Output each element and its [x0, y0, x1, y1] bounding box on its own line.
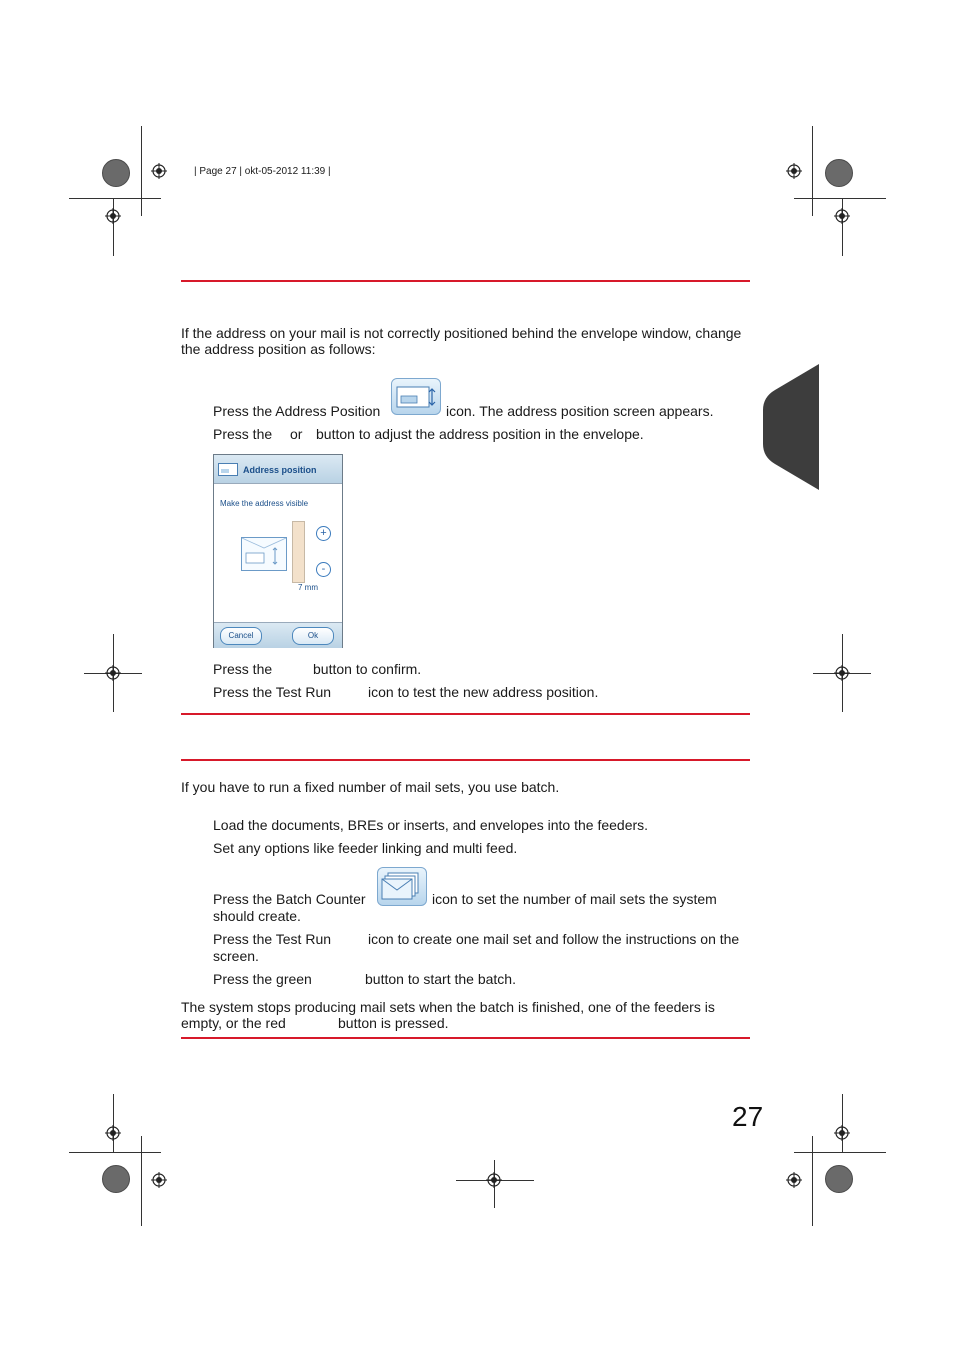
address-position-icon — [391, 378, 441, 415]
address-intro-line1: If the address on your mail is not correctly positioned behind the envelope window, change — [181, 325, 742, 341]
envelope-preview — [241, 537, 287, 571]
plus-button[interactable]: + — [316, 526, 331, 541]
step-text: button to adjust the address position in the envelope. — [316, 426, 644, 442]
crop-line — [69, 1152, 161, 1153]
step-text: icon. The address position screen appears. — [446, 403, 714, 419]
address-intro-line2: the address position as follows: — [181, 341, 376, 357]
crop-line — [794, 198, 886, 199]
registration-dot — [825, 159, 853, 187]
crop-line — [842, 1094, 843, 1152]
step-text: Load the documents, BREs or inserts, and envelopes into the feeders. — [213, 817, 649, 833]
crop-line — [141, 1136, 142, 1226]
step-text: Press the — [213, 426, 273, 442]
step-text: Set any options like feeder linking and multi feed. — [213, 840, 518, 856]
ok-button[interactable]: Ok — [292, 627, 334, 645]
registration-dot — [825, 1165, 853, 1193]
registration-dot — [102, 1165, 130, 1193]
section-rule — [181, 1037, 750, 1039]
registration-mark-icon — [486, 1172, 502, 1188]
batch-outro: The system stops producing mail sets when the batch is finished, one of the feeders is — [181, 999, 715, 1015]
section-rule — [181, 713, 750, 715]
crop-line — [113, 198, 114, 256]
screen-footer — [214, 622, 342, 648]
step-text: Press the Test Run — [213, 931, 332, 947]
screen-header — [214, 455, 342, 484]
step-text: button to start the batch. — [365, 971, 516, 987]
registration-mark-icon — [834, 208, 850, 224]
envelope-icon — [218, 463, 238, 476]
step-text: Press the Test Run — [213, 684, 332, 700]
chapter-tab — [763, 364, 819, 490]
step-text: Press the — [213, 661, 273, 677]
crop-line — [812, 1136, 813, 1226]
registration-mark-icon — [786, 163, 802, 179]
address-position-screen — [213, 454, 343, 648]
step-text: Press the Batch Counter — [213, 891, 366, 907]
batch-counter-icon — [377, 867, 427, 906]
batch-intro: If you have to run a fixed number of mail sets, you use batch. — [181, 779, 560, 795]
minus-button[interactable]: - — [316, 562, 331, 577]
page-number: 27 — [732, 1101, 764, 1132]
position-value: 7 mm — [298, 583, 318, 592]
registration-mark-icon — [105, 1125, 121, 1141]
crop-line — [69, 198, 161, 199]
section-rule — [181, 280, 750, 282]
crop-line — [794, 1152, 886, 1153]
step-text: screen. — [213, 948, 259, 964]
step-text: Press the green — [213, 971, 312, 987]
step-text: should create. — [213, 908, 301, 924]
crop-line — [842, 198, 843, 256]
registration-mark-icon — [151, 163, 167, 179]
registration-mark-icon — [105, 208, 121, 224]
registration-mark-icon — [834, 665, 850, 681]
crop-line — [113, 1094, 114, 1152]
step-text: icon to test the new address position. — [368, 684, 599, 700]
registration-mark-icon — [834, 1125, 850, 1141]
crop-line — [812, 126, 813, 216]
screen-title: Address position — [243, 465, 317, 475]
step-text: Press the Address Position — [213, 403, 381, 419]
registration-mark-icon — [151, 1172, 167, 1188]
batch-outro: empty, or the red — [181, 1015, 286, 1031]
cancel-button[interactable]: Cancel — [220, 627, 262, 645]
registration-mark-icon — [105, 665, 121, 681]
step-text: or — [290, 426, 303, 442]
screen-instruction: Make the address visible — [220, 499, 309, 508]
position-slider[interactable] — [292, 521, 305, 583]
registration-mark-icon — [786, 1172, 802, 1188]
step-text: icon to create one mail set and follow the instructions on the — [368, 931, 740, 947]
print-slug: | Page 27 | okt-05-2012 11:39 | — [194, 166, 331, 177]
step-text: button to confirm. — [313, 661, 422, 677]
registration-dot — [102, 159, 130, 187]
step-text: icon to set the number of mail sets the system — [432, 891, 717, 907]
crop-line — [141, 126, 142, 216]
section-rule — [181, 759, 750, 761]
batch-outro: button is pressed. — [338, 1015, 449, 1031]
